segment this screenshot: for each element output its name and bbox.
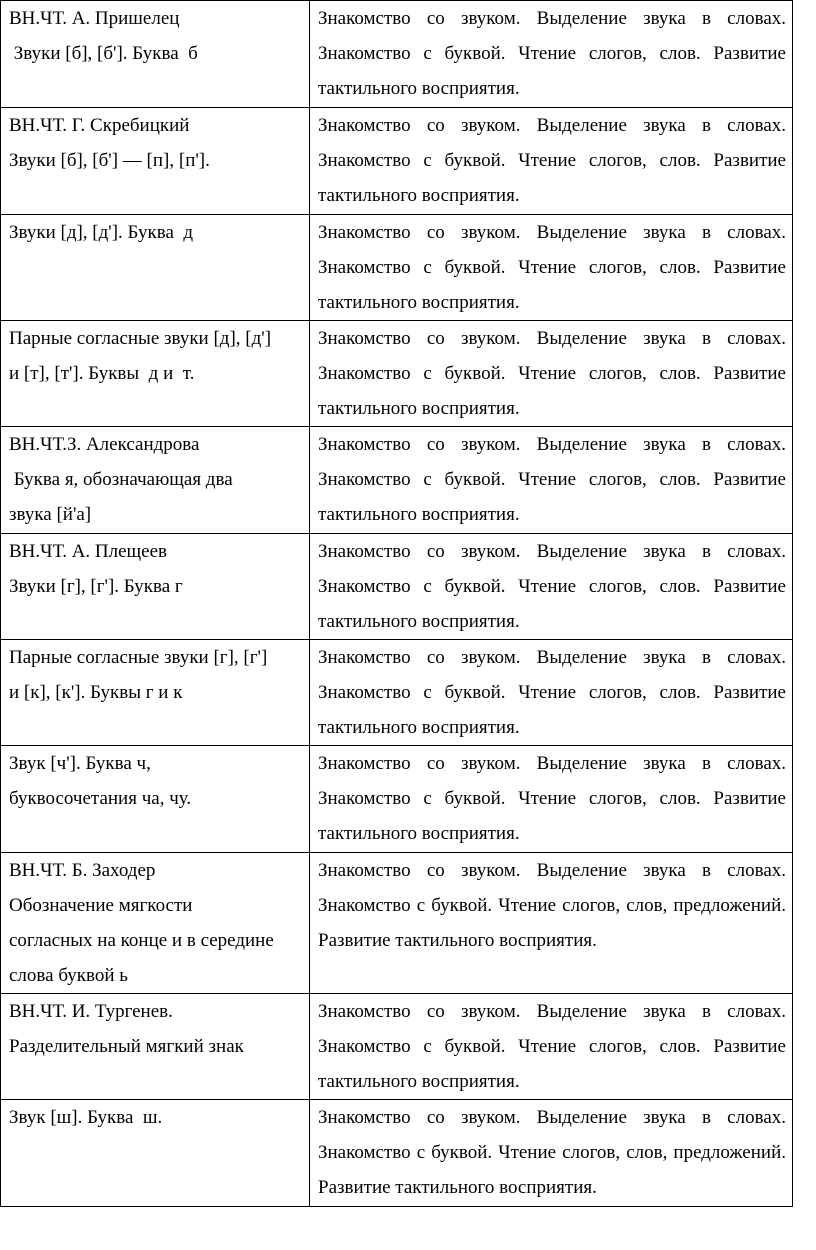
topic-line: Звук [ш]. Буква ш. xyxy=(9,1107,163,1128)
topic-line: ВН.ЧТ. А. Плещеев xyxy=(9,541,168,562)
topic-line: согласных на конце и в середине xyxy=(9,930,274,951)
lesson-goal-cell: Знакомство со звуком. Выделение звука в словах. Знакомство с буквой. Чтение слогов, слов. Развитие тактильного восприятия. xyxy=(310,215,793,321)
topic-line: ВН.ЧТ.З. Александрова xyxy=(9,434,200,455)
topic-line: ВН.ЧТ. Б. Заходер xyxy=(9,860,156,881)
lesson-topic-cell xyxy=(1,640,310,746)
lesson-topic-cell xyxy=(1,534,310,640)
lesson-topic-cell xyxy=(1,321,310,427)
topic-line: Звуки [г], [г']. Буква г xyxy=(9,576,183,597)
topic-line: Звуки [б], [б'] — [п], [п']. xyxy=(9,150,210,171)
lesson-topic-cell xyxy=(1,1,310,108)
lesson-topic-cell xyxy=(1,215,310,321)
lesson-topic-cell xyxy=(1,108,310,215)
table-row xyxy=(1,215,793,321)
lesson-goal-cell: Знакомство со звуком. Выделение звука в словах. Знакомство с буквой. Чтение слогов, слов. Развитие тактильного восприятия. xyxy=(310,321,793,427)
lesson-goal-cell: Знакомство со звуком. Выделение звука в словах. Знакомство с буквой. Чтение слогов, слов. Развитие тактильного восприятия. xyxy=(310,1,793,108)
topic-line: Парные согласные звуки [г], [г'] xyxy=(9,647,268,668)
lesson-goal-cell: Знакомство со звуком. Выделение звука в словах. Знакомство с буквой. Чтение слогов, слов. Развитие тактильного восприятия. xyxy=(310,108,793,215)
topic-line: Обозначение мягкости xyxy=(9,895,193,916)
lesson-goal-cell: Знакомство со звуком. Выделение звука в словах. Знакомство с буквой. Чтение слогов, слов. Развитие тактильного восприятия. xyxy=(310,746,793,853)
table-row xyxy=(1,427,793,534)
topic-line: Буква я, обозначающая два xyxy=(9,469,233,490)
lesson-goal-cell: Знакомство со звуком. Выделение звука в словах. Знакомство с буквой. Чтение слогов, слов. Развитие тактильного восприятия. xyxy=(310,994,793,1100)
topic-line: Звуки [б], [б']. Буква б xyxy=(9,43,198,64)
topic-line: и [т], [т']. Буквы д и т. xyxy=(9,363,195,384)
topic-line: Звук [ч']. Буква ч, xyxy=(9,753,151,774)
topic-line: Разделительный мягкий знак xyxy=(9,1036,244,1057)
table-row xyxy=(1,640,793,746)
topic-line: ВН.ЧТ. Г. Скребицкий xyxy=(9,115,190,136)
table-row xyxy=(1,853,793,994)
table-row xyxy=(1,108,793,215)
table-row xyxy=(1,321,793,427)
topic-line: слова буквой ь xyxy=(9,965,128,986)
topic-line: и [к], [к']. Буквы г и к xyxy=(9,682,183,703)
topic-line: ВН.ЧТ. А. Пришелец xyxy=(9,8,180,29)
topic-line: Звуки [д], [д']. Буква д xyxy=(9,222,194,243)
lesson-topic-cell xyxy=(1,427,310,534)
lesson-goal-cell: Знакомство со звуком. Выделение звука в словах. Знакомство с буквой. Чтение слогов, слов. Развитие тактильного восприятия. xyxy=(310,534,793,640)
topic-line: ВН.ЧТ. И. Тургенев. xyxy=(9,1001,173,1022)
topic-line: буквосочетания ча, чу. xyxy=(9,788,192,809)
table-row xyxy=(1,534,793,640)
topic-line: звука [й'а] xyxy=(9,504,92,525)
table-row xyxy=(1,1100,793,1207)
lesson-goal-cell: Знакомство со звуком. Выделение звука в словах. Знакомство с буквой. Чтение слогов, слов, предложений. Развитие тактильного восприятия. xyxy=(310,1100,793,1207)
topic-line: Парные согласные звуки [д], [д'] xyxy=(9,328,272,349)
lesson-goal-cell: Знакомство со звуком. Выделение звука в словах. Знакомство с буквой. Чтение слогов, слов, предложений. Развитие тактильного восприятия. xyxy=(310,853,793,994)
table-row xyxy=(1,994,793,1100)
lesson-goal-cell: Знакомство со звуком. Выделение звука в словах. Знакомство с буквой. Чтение слогов, слов. Развитие тактильного восприятия. xyxy=(310,427,793,534)
lesson-topic-cell xyxy=(1,746,310,853)
table-row xyxy=(1,746,793,853)
lesson-topic-cell xyxy=(1,994,310,1100)
lesson-topic-cell xyxy=(1,1100,310,1207)
lesson-goal-cell: Знакомство со звуком. Выделение звука в словах. Знакомство с буквой. Чтение слогов, слов. Развитие тактильного восприятия. xyxy=(310,640,793,746)
table-row xyxy=(1,1,793,108)
lesson-topic-cell xyxy=(1,853,310,994)
